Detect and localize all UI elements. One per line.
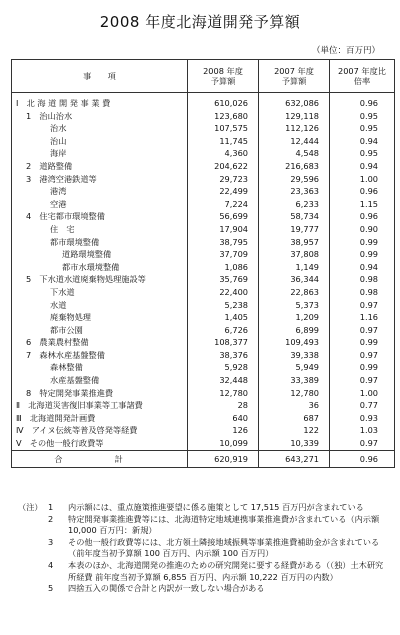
row-fy2007: 112,126 <box>259 122 330 135</box>
header-item: 事 項 <box>12 60 188 93</box>
row-ratio: 0.93 <box>359 412 378 423</box>
row-label: 5 下水道水道廃棄物処理施設等 <box>12 273 188 286</box>
row-fy2008: 6,726 <box>188 324 259 337</box>
row-fy2007: 129,118 <box>259 110 330 123</box>
table-row <box>12 261 395 274</box>
header-fy2008 <box>188 60 259 93</box>
table-row <box>12 185 395 198</box>
table-row <box>12 299 395 312</box>
row-fy2007: 216,683 <box>259 160 330 173</box>
row-fy2008: 123,680 <box>188 110 259 123</box>
row-fy2008: 32,448 <box>188 374 259 387</box>
row-fy2008: 204,622 <box>188 160 259 173</box>
row-fy2007: 19,777 <box>259 223 330 236</box>
row-label: 住 宅 <box>12 223 188 236</box>
note-number: 5 <box>48 583 54 594</box>
row-fy2007: 632,086 <box>259 93 330 110</box>
table-row <box>12 424 395 437</box>
row-fy2007: 687 <box>259 412 330 425</box>
note-item <box>18 502 390 514</box>
row-label: 廃棄物処理 <box>12 311 188 324</box>
row-fy2008: 28 <box>188 399 259 412</box>
row-fy2007: 33,389 <box>259 374 330 387</box>
row-ratio: 0.99 <box>359 362 378 373</box>
row-ratio: 0.98 <box>359 274 378 285</box>
header-fy2007 <box>259 60 330 93</box>
row-ratio: 0.94 <box>359 160 378 171</box>
row-fy2007: 12,780 <box>259 387 330 400</box>
header-fy2007-line1: 2007 年度 <box>274 66 314 76</box>
row-fy2008: 640 <box>188 412 259 425</box>
row-fy2007: 1,209 <box>259 311 330 324</box>
notes-lead: （注） <box>18 502 43 512</box>
table-row <box>12 336 395 349</box>
row-fy2008: 17,904 <box>188 223 259 236</box>
row-fy2008: 12,780 <box>188 387 259 400</box>
row-label: 道路環境整備 <box>12 248 188 261</box>
row-fy2007: 109,493 <box>259 336 330 349</box>
row-fy2008: 108,377 <box>188 336 259 349</box>
row-ratio: 1.00 <box>359 387 378 398</box>
row-fy2007: 38,957 <box>259 236 330 249</box>
table-row <box>12 248 395 261</box>
row-fy2007: 36,344 <box>259 273 330 286</box>
row-fy2007: 5,949 <box>259 361 330 374</box>
row-label: 都市環境整備 <box>12 236 188 249</box>
row-label: Ⅳ アイヌ伝統等普及啓発等経費 <box>12 424 188 437</box>
row-ratio: 0.95 <box>359 110 378 121</box>
row-label: 6 農業農村整備 <box>12 336 188 349</box>
note-number: 3 <box>48 536 54 547</box>
table-row <box>12 387 395 400</box>
row-fy2008: 5,928 <box>188 361 259 374</box>
table-row <box>12 160 395 173</box>
row-ratio: 0.98 <box>359 286 378 297</box>
note-text: 特定開発事業推進費等には、北海道特定地域連携事業推進費が含まれている（内示額 10,000 百万円：新規） <box>68 513 380 536</box>
unit-label: （単位：百万円） <box>311 46 380 56</box>
header-ratio <box>330 60 395 93</box>
table-row <box>12 147 395 160</box>
row-label: 4 住宅都市環境整備 <box>12 210 188 223</box>
row-label: 1 治山治水 <box>12 110 188 123</box>
table-row <box>12 311 395 324</box>
table-row <box>12 412 395 425</box>
row-ratio: 0.94 <box>359 135 378 146</box>
header-fy2007-line2: 予算額 <box>281 76 307 86</box>
row-label: 8 特定開発事業推進費 <box>12 387 188 400</box>
table-row <box>12 374 395 387</box>
table-row <box>12 349 395 362</box>
row-ratio: 0.99 <box>359 249 378 260</box>
row-label: 7 森林水産基盤整備 <box>12 349 188 362</box>
note-number: 2 <box>48 513 54 524</box>
row-label: 水道 <box>12 299 188 312</box>
row-fy2008: 1,086 <box>188 261 259 274</box>
row-ratio: 0.97 <box>359 299 378 310</box>
row-ratio: 0.95 <box>359 123 378 134</box>
header-ratio-line2: 倍率 <box>353 76 371 86</box>
note-number: 1 <box>48 502 54 512</box>
table-row <box>12 93 395 110</box>
row-ratio: 0.97 <box>359 349 378 360</box>
row-ratio: 1.16 <box>359 312 378 323</box>
row-label: 治山 <box>12 135 188 148</box>
header-fy2008-line2: 予算額 <box>210 76 236 86</box>
row-label: 森林整備 <box>12 361 188 374</box>
row-ratio: 0.96 <box>359 98 378 108</box>
row-fy2008: 7,224 <box>188 198 259 211</box>
note-text: 本表のほか、北海道開発の推進のための研究開発に要する経費がある（（独）土木研究所経費 前年度当初予算額 6,855 百万円、内示額 10,222 百万円の内数） <box>68 559 384 582</box>
row-ratio: 0.95 <box>359 148 378 159</box>
row-fy2008: 38,376 <box>188 349 259 362</box>
row-fy2008: 1,405 <box>188 311 259 324</box>
header-ratio-line1: 2007 年度比 <box>337 66 386 76</box>
row-label: 水産基盤整備 <box>12 374 188 387</box>
table-row <box>12 110 395 123</box>
row-fy2007: 58,734 <box>259 210 330 223</box>
row-fy2008: 4,360 <box>188 147 259 160</box>
note-item <box>18 583 390 595</box>
table-row <box>12 236 395 249</box>
row-ratio: 0.97 <box>359 324 378 335</box>
row-ratio: 1.03 <box>359 425 378 436</box>
row-label: 3 港湾空港鉄道等 <box>12 173 188 186</box>
row-label: Ⅰ 北 海 道 開 発 事 業 費 <box>12 93 188 110</box>
total-fy2008: 620,919 <box>188 450 259 467</box>
note-text: 内示額には、重点施策推進要望に係る施策として 17,515 百万円が含まれている <box>68 502 364 512</box>
row-ratio: 1.00 <box>359 173 378 184</box>
table-row <box>12 324 395 337</box>
row-label: 治水 <box>12 122 188 135</box>
table-row <box>12 223 395 236</box>
row-fy2008: 610,026 <box>188 93 259 110</box>
budget-table <box>11 59 395 468</box>
row-fy2008: 37,709 <box>188 248 259 261</box>
row-fy2007: 12,444 <box>259 135 330 148</box>
table-row <box>12 210 395 223</box>
row-fy2007: 10,339 <box>259 437 330 450</box>
table-header-row <box>12 60 395 93</box>
row-fy2008: 22,499 <box>188 185 259 198</box>
row-fy2008: 11,745 <box>188 135 259 148</box>
row-fy2008: 38,795 <box>188 236 259 249</box>
row-label: 2 道路整備 <box>12 160 188 173</box>
row-label: Ⅲ 北海道開発計画費 <box>12 412 188 425</box>
row-ratio: 0.97 <box>359 375 378 386</box>
row-fy2007: 22,863 <box>259 286 330 299</box>
note-item <box>18 537 390 560</box>
row-fy2008: 10,099 <box>188 437 259 450</box>
row-label: 港湾 <box>12 185 188 198</box>
row-label: 都市公園 <box>12 324 188 337</box>
row-ratio: 0.90 <box>359 223 378 234</box>
row-ratio: 0.96 <box>359 186 378 197</box>
row-fy2007: 23,363 <box>259 185 330 198</box>
table-row <box>12 361 395 374</box>
table-row <box>12 122 395 135</box>
row-fy2008: 5,238 <box>188 299 259 312</box>
total-ratio: 0.96 <box>330 450 395 467</box>
row-fy2008: 35,769 <box>188 273 259 286</box>
table-row <box>12 135 395 148</box>
row-fy2007: 4,548 <box>259 147 330 160</box>
table-body <box>12 93 395 451</box>
row-fy2007: 122 <box>259 424 330 437</box>
total-fy2007: 643,271 <box>259 450 330 467</box>
row-label: 空港 <box>12 198 188 211</box>
note-text: 四捨五入の関係で合計と内訳が一致しない場合がある <box>68 583 265 594</box>
row-ratio: 0.99 <box>359 337 378 348</box>
notes <box>18 502 390 595</box>
row-fy2008: 126 <box>188 424 259 437</box>
row-ratio: 0.94 <box>359 261 378 272</box>
row-ratio: 0.99 <box>359 236 378 247</box>
row-ratio: 0.77 <box>359 400 378 411</box>
header-fy2008-line1: 2008 年度 <box>203 66 243 76</box>
row-fy2008: 56,699 <box>188 210 259 223</box>
total-row <box>12 450 395 467</box>
row-ratio: 0.96 <box>359 211 378 222</box>
page-title: 2008 年度北海道開発予算額 <box>99 13 301 31</box>
row-fy2007: 1,149 <box>259 261 330 274</box>
row-ratio: 0.97 <box>359 438 378 449</box>
row-fy2007: 37,808 <box>259 248 330 261</box>
row-fy2008: 22,400 <box>188 286 259 299</box>
row-ratio: 1.15 <box>359 198 378 209</box>
table-row <box>12 173 395 186</box>
row-fy2007: 6,899 <box>259 324 330 337</box>
row-fy2008: 29,723 <box>188 173 259 186</box>
table-row <box>12 437 395 450</box>
row-fy2008: 107,575 <box>188 122 259 135</box>
table-row <box>12 399 395 412</box>
row-label: 都市水環境整備 <box>12 261 188 274</box>
note-item <box>18 514 390 537</box>
note-number: 4 <box>48 559 54 570</box>
row-label: 下水道 <box>12 286 188 299</box>
note-item <box>18 560 390 583</box>
row-label: 海岸 <box>12 147 188 160</box>
table-row <box>12 286 395 299</box>
table-row <box>12 198 395 211</box>
table-row <box>12 273 395 286</box>
row-label: Ⅴ その他一般行政費等 <box>12 437 188 450</box>
note-text: その他一般行政費等には、北方領土隣接地域振興等事業推進費補助金が含まれている（前年度当初予算額 100 百万円、内示額 100 百万円） <box>68 536 380 559</box>
row-fy2007: 39,338 <box>259 349 330 362</box>
row-fy2007: 6,233 <box>259 198 330 211</box>
row-fy2007: 36 <box>259 399 330 412</box>
row-label: Ⅱ 北海道災害復旧事業等工事諸費 <box>12 399 188 412</box>
row-fy2007: 29,596 <box>259 173 330 186</box>
row-fy2007: 5,373 <box>259 299 330 312</box>
total-label: 合 計 <box>12 450 188 467</box>
